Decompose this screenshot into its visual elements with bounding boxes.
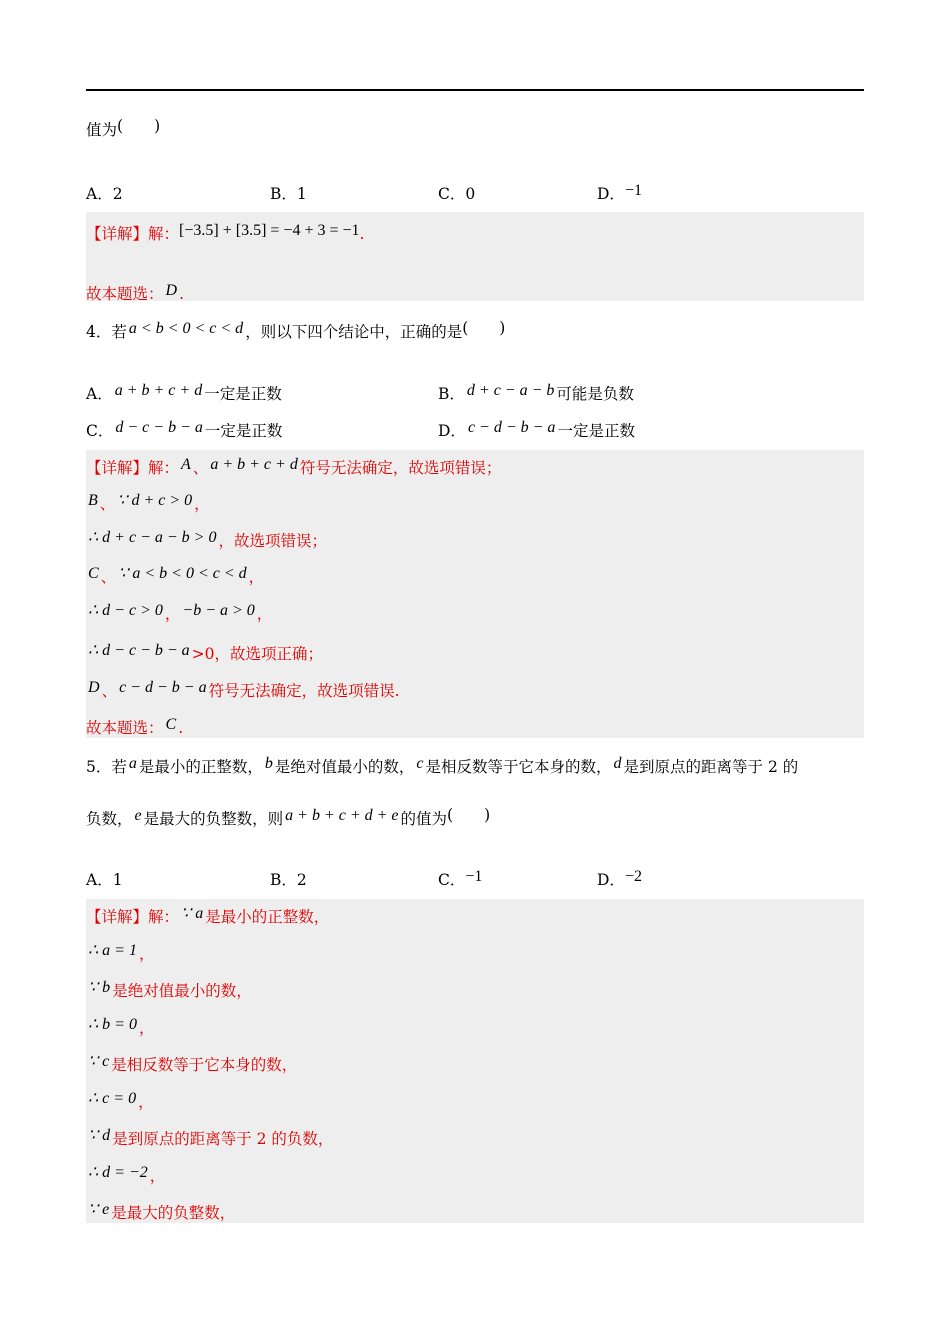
q5-solution-line-8: ∴ d = −2 ，: [88, 1164, 166, 1185]
answer-paren: ( ): [117, 117, 161, 135]
q5-solution-line-9: ∵ e 是最大的负整数，: [88, 1201, 236, 1222]
header-rule: [86, 89, 864, 91]
q3-solution-line-1: 【详解】解：[−3.5] + [3.5] = −4 + 3 = −1.: [86, 222, 365, 243]
q3-stem-tail: 值为( ): [86, 117, 161, 139]
q5-stem-line-1: 5．若 a 是最小的正整数， b 是绝对值最小的数， c 是相反数等于它本身的数， d 是到原点的距离等于 2 的: [86, 755, 799, 776]
q5-option-a: A．1: [86, 871, 123, 889]
q5-solution-line-4: ∴ b = 0 ，: [88, 1016, 155, 1037]
q4-solution-line-7: D 、 c − d − b − a 符号无法确定，故选项错误.: [88, 679, 400, 700]
q4-option-a: A． a + b + c + d 一定是正数: [86, 382, 282, 403]
answer-paren: ( ): [462, 319, 506, 337]
q3-option-a: A．2: [86, 185, 123, 203]
q4-conclusion: 故本题选： C .: [86, 716, 184, 737]
q3-option-b: B．1: [270, 185, 307, 203]
q5-solution-box: [86, 899, 864, 1223]
q4-solution-line-2: B 、 ∵ d + c > 0 ，: [88, 492, 210, 513]
q4-solution-line-4: C 、 ∵ a < b < 0 < c < d ，: [88, 565, 265, 586]
q5-option-d: D．−2: [597, 868, 642, 889]
q3-option-c: C．0: [438, 185, 476, 203]
q3-solution-formula: [−3.5] + [3.5] = −4 + 3 = −1: [179, 222, 360, 239]
q5-solution-line-3: ∵ b 是绝对值最小的数，: [88, 979, 252, 1000]
q5-solution-line-1: 【详解】解： ∵ a 是最小的正整数，: [86, 905, 330, 926]
q3-conclusion: 故本题选： D .: [86, 282, 185, 303]
q5-solution-line-7: ∵ d 是到原点的距离等于 2 的负数，: [88, 1127, 334, 1148]
q5-stem-line-2: 负数， e 是最大的负整数，则 a + b + c + d + e 的值为( ): [86, 806, 491, 828]
q4-solution-line-1: 【详解】解： A 、 a + b + c + d 符号无法确定，故选项错误；: [86, 456, 502, 477]
q4-solution-line-6: ∴ d − c − b − a >0，故选项正确；: [88, 642, 324, 663]
q4-stem: 4．若 a < b < 0 < c < d ，则以下四个结论中，正确的是( ): [86, 319, 506, 341]
q3-solution-box: [86, 212, 864, 301]
q5-solution-line-2: ∴ a = 1 ，: [88, 942, 155, 963]
q4-solution-box: [86, 450, 864, 738]
q3-option-d: D．−1: [597, 182, 642, 203]
q4-option-d: D． c − d − b − a 一定是正数: [438, 419, 635, 440]
q5-option-c: C．−1: [438, 868, 483, 889]
q4-option-b: B． d + c − a − b 可能是负数: [438, 382, 634, 403]
q5-solution-line-5: ∵ c 是相反数等于它本身的数，: [88, 1053, 298, 1074]
q4-option-c: C． d − c − b − a 一定是正数: [86, 419, 283, 440]
q5-solution-line-6: ∴ c = 0 ，: [88, 1090, 154, 1111]
q4-solution-line-5: ∴ d − c > 0 ， −b − a > 0 ，: [88, 602, 273, 623]
q4-solution-line-3: ∴ d + c − a − b > 0 ，故选项错误；: [88, 529, 327, 550]
q5-option-b: B．2: [270, 871, 307, 889]
answer-paren: ( ): [447, 806, 491, 824]
